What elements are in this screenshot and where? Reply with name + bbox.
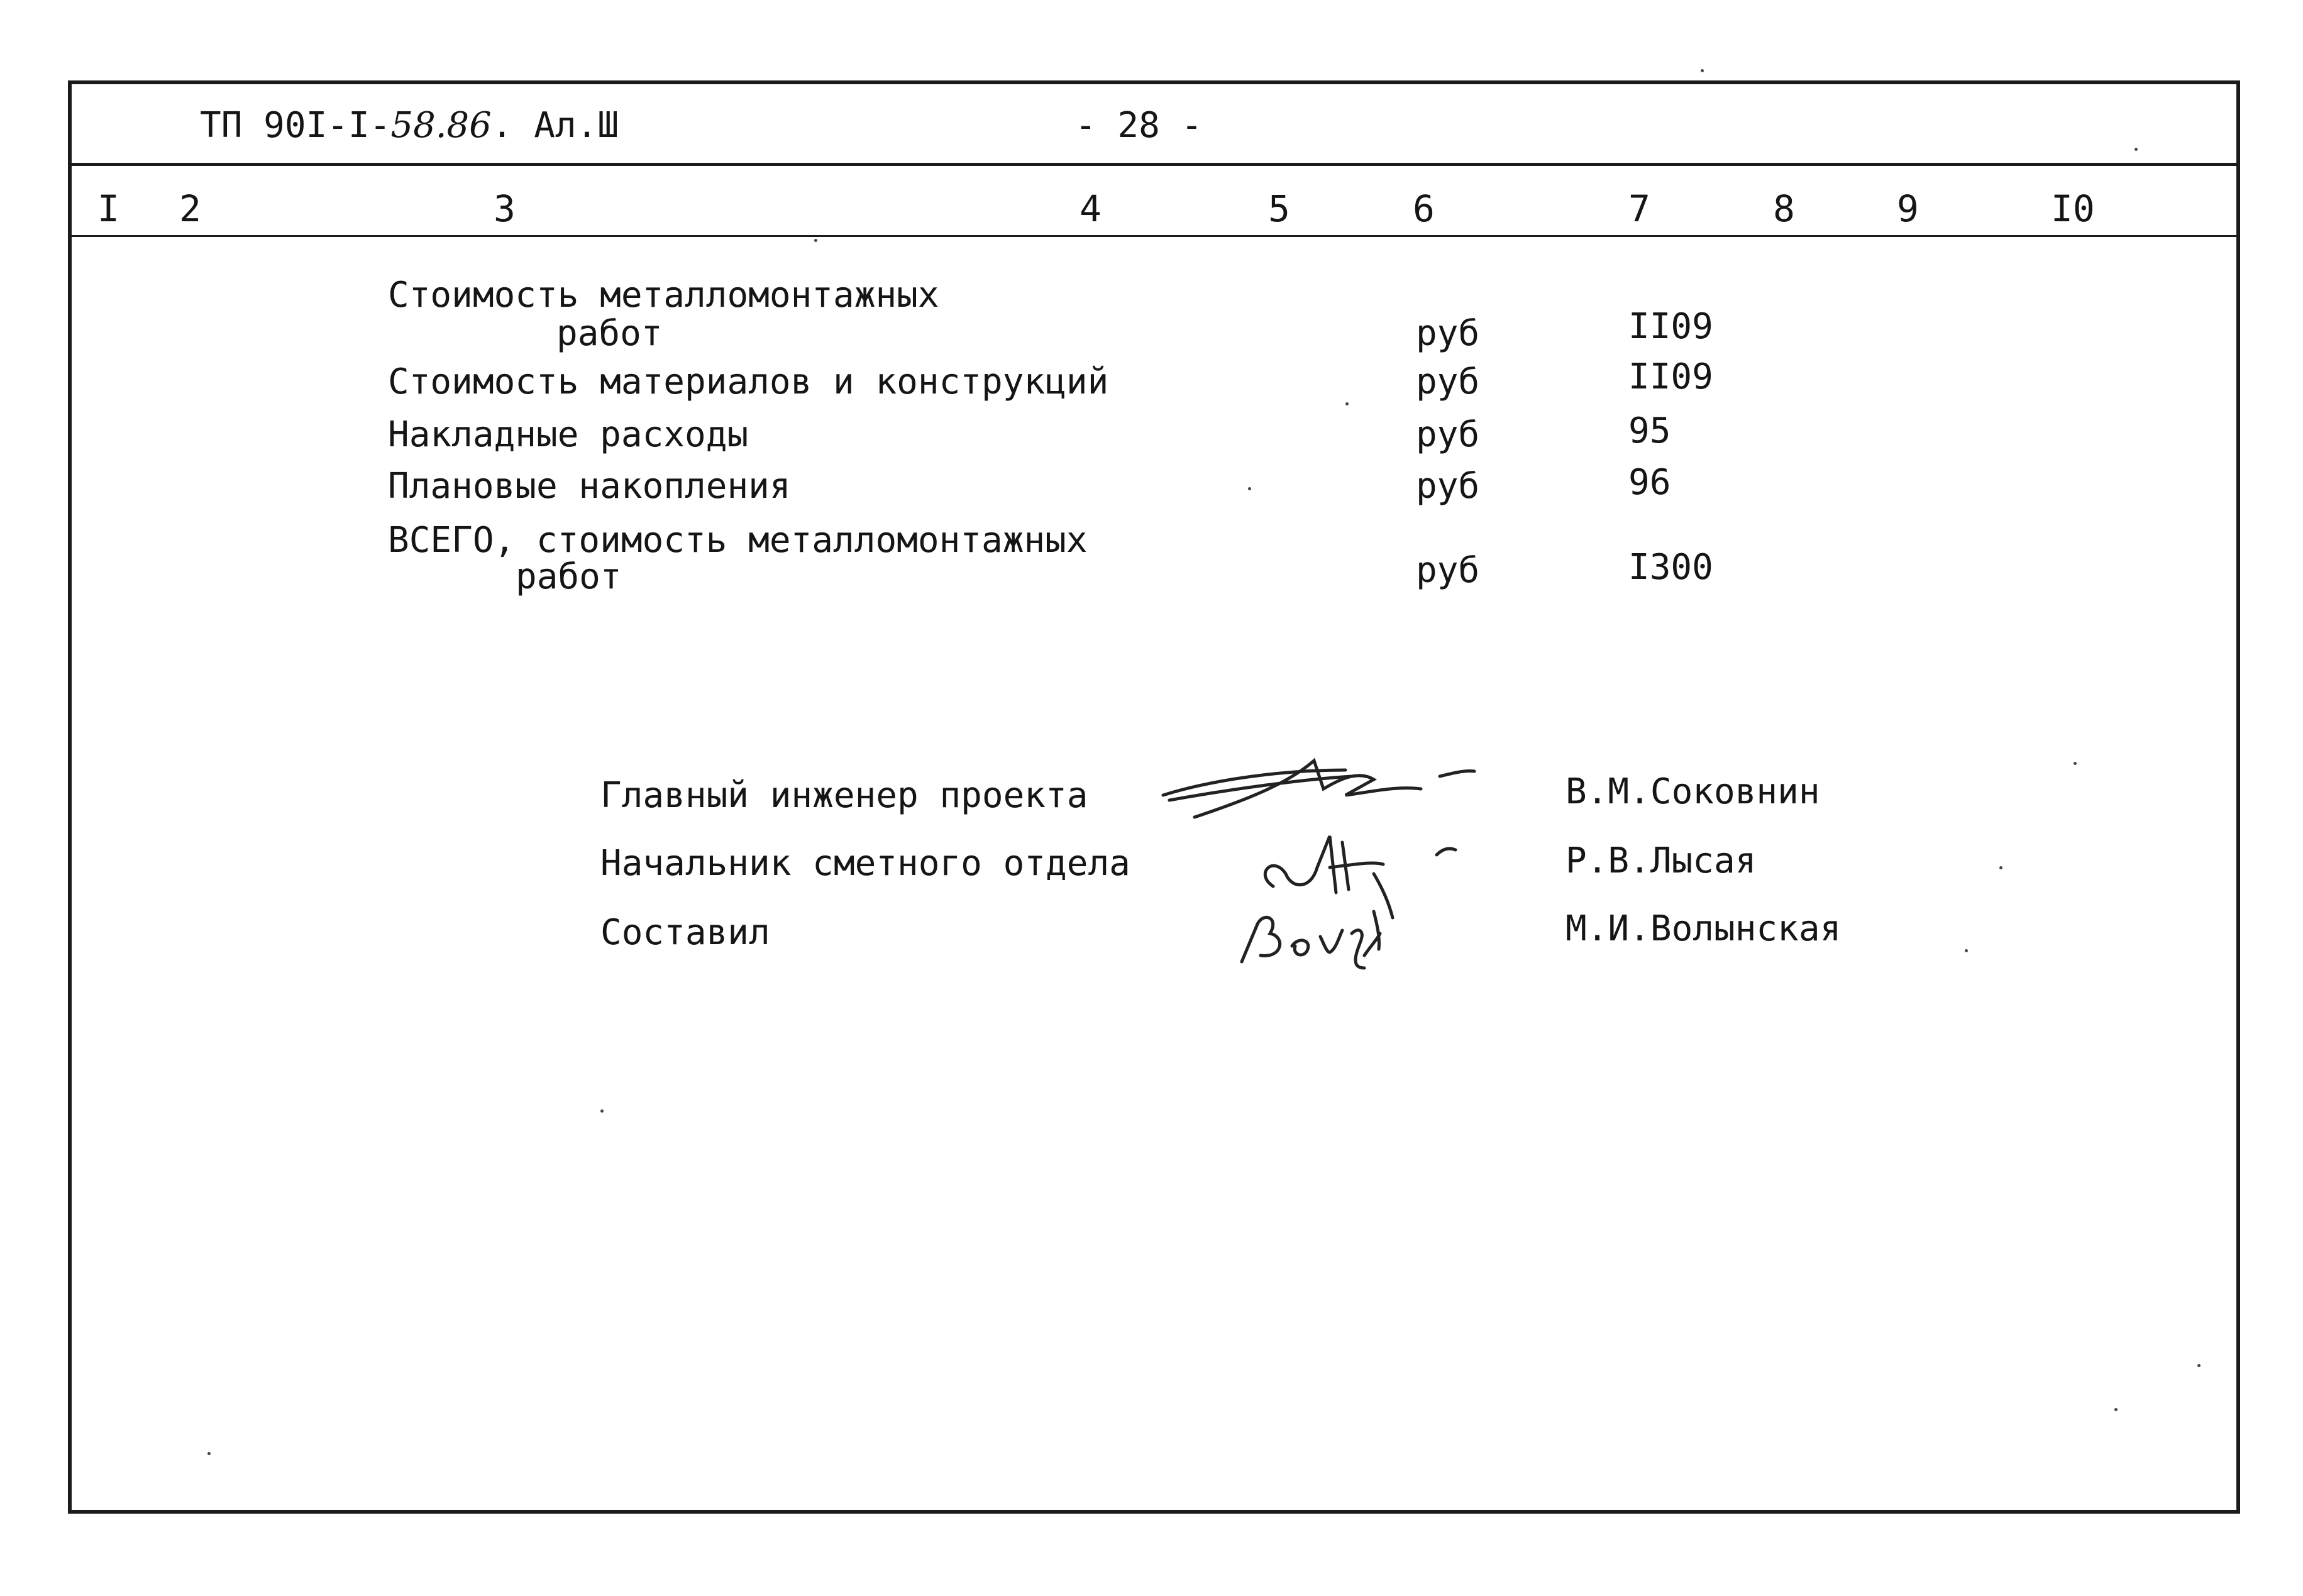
scan-speck bbox=[207, 1452, 211, 1455]
row-5-name-cont: работ bbox=[516, 556, 622, 597]
scan-speck bbox=[1701, 69, 1704, 72]
column-number-1: I bbox=[97, 187, 119, 230]
row-2-unit: руб bbox=[1416, 361, 1480, 402]
row-4-unit: руб bbox=[1416, 466, 1480, 507]
row-4-name: Плановые накопления bbox=[388, 466, 791, 507]
column-number-3: 3 bbox=[494, 187, 516, 230]
doc-code-suffix: . Ал.Ш bbox=[491, 105, 619, 146]
scan-speck bbox=[2197, 1364, 2201, 1367]
scan-speck bbox=[1248, 487, 1251, 490]
scan-speck bbox=[814, 239, 817, 242]
doc-code-handwritten: 58.86 bbox=[390, 105, 492, 146]
scan-speck bbox=[600, 1109, 604, 1113]
page-number: - 28 - bbox=[1075, 105, 1203, 146]
column-number-8: 8 bbox=[1773, 187, 1795, 230]
scan-speck bbox=[2074, 762, 2077, 765]
signature-role-chief-engineer: Главный инженер проекта bbox=[600, 775, 1088, 816]
signature-name-chief-engineer: В.М.Соковнин bbox=[1566, 771, 1820, 812]
column-number-9: 9 bbox=[1897, 187, 1919, 230]
column-number-5: 5 bbox=[1268, 187, 1290, 230]
scan-speck bbox=[2114, 1408, 2118, 1411]
scan-speck bbox=[1999, 866, 2002, 869]
row-5-value: I300 bbox=[1628, 547, 1713, 588]
signature-role-estimate-head: Начальник сметного отдела bbox=[600, 843, 1130, 884]
column-header-divider bbox=[68, 235, 2240, 237]
document-code bbox=[200, 105, 619, 146]
doc-code-prefix: ТП 90I-I- bbox=[200, 105, 391, 146]
column-number-6: 6 bbox=[1413, 187, 1435, 230]
handwritten-signature-3 bbox=[1229, 899, 1418, 974]
scan-speck bbox=[1965, 949, 1968, 952]
row-5-unit: руб bbox=[1416, 550, 1480, 591]
row-1-name: Стоимость металломонтажных bbox=[388, 275, 939, 316]
row-4-value: 96 bbox=[1628, 462, 1671, 503]
column-number-10: I0 bbox=[2051, 187, 2095, 230]
signature-name-compiler: М.И.Волынская bbox=[1566, 908, 1842, 949]
row-2-value: II09 bbox=[1628, 356, 1713, 397]
signature-name-estimate-head: Р.В.Лысая bbox=[1566, 840, 1757, 881]
handwritten-signature-1 bbox=[1157, 751, 1484, 833]
column-number-4: 4 bbox=[1080, 187, 1102, 230]
row-1-unit: руб bbox=[1416, 313, 1480, 354]
row-5-name: ВСЕГО, стоимость металломонтажных bbox=[388, 520, 1088, 561]
scan-speck bbox=[2135, 148, 2138, 151]
row-3-value: 95 bbox=[1628, 410, 1671, 451]
row-3-name: Накладные расходы bbox=[388, 414, 749, 455]
signature-role-compiler: Составил bbox=[600, 912, 770, 953]
row-2-name: Стоимость материалов и конструкций bbox=[388, 361, 1109, 402]
row-1-name-cont: работ bbox=[556, 313, 663, 354]
row-1-value: II09 bbox=[1628, 306, 1713, 347]
row-3-unit: руб bbox=[1416, 414, 1480, 455]
column-number-7: 7 bbox=[1628, 187, 1650, 230]
column-number-2: 2 bbox=[179, 187, 201, 230]
header-divider bbox=[68, 163, 2240, 166]
scan-speck bbox=[1345, 402, 1349, 405]
